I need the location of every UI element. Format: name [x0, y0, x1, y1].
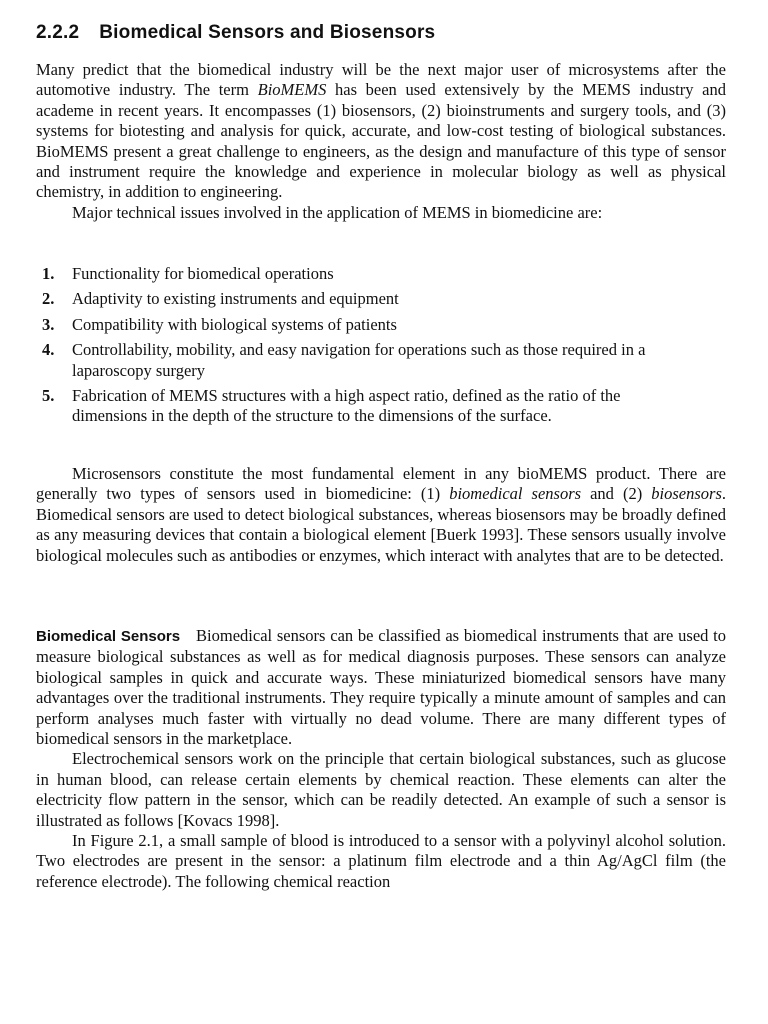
- section-heading: [36, 22, 435, 44]
- microsensors-paragraph: [36, 464, 726, 566]
- biosensors-term: biosensors: [651, 484, 722, 504]
- item-text: Fabrication of MEMS structures with a high aspect ratio, defined as the ratio of the dimensions in the depth of the structure to the dimensions of the surface.: [72, 386, 621, 426]
- item-text: Controllability, mobility, and easy navigation for operations such as those required in a laparoscopy surgery: [72, 340, 646, 380]
- list-item: [42, 264, 682, 284]
- list-item: [42, 340, 682, 381]
- intro-text-2: has been used extensively by the MEMS industry and academe in recent years. It encompasses (1) biosensors, (2) bioinstruments and surgery tools, and (3) systems for biotesting and analysis for quick, accurate, and low-cost testing of biological substances. BioMEMS present a great challenge to engineers, as the design and manufacture of this type of sensor and instrument require the knowledge and experience in molecular biology as well as physical chemistry, in addition to engineering.: [36, 80, 726, 202]
- microsensors-text-3: . Biomedical sensors are used to detect biological substances, whereas biosensors may be broadly defined as any measuring devices that contain a biological element [Buerk 1993]. These sensors usually involve biological molecules such as antibodies or enzymes, which interact with analytes that are to be detected.: [36, 484, 726, 565]
- item-text: Adaptivity to existing instruments and equipment: [72, 289, 399, 309]
- item-number: 1.: [42, 264, 55, 283]
- item-number: 4.: [42, 340, 55, 360]
- section-title: Biomedical Sensors and Biosensors: [99, 22, 436, 43]
- item-number: 5.: [42, 386, 55, 406]
- intro-text-1: Many predict that the biomedical industry will be the next major user of microsystems after the automotive industry. The term: [36, 60, 726, 100]
- biomedical-text: Biomedical sensors can be classified as biomedical instruments that are used to measure biological substances as well as for medical diagnosis purposes. These sensors can analyze biological samples in quick and accurate ways. These miniaturized biomedical sensors have many advantages over the traditional instruments. They require typically a minute amount of samples and can perform analyses much faster with virtually no dead volume. There are many different types of biomedical sensors in the marketplace.: [36, 626, 727, 749]
- list-item: [42, 315, 682, 335]
- electrochemical-paragraph: Electrochemical sensors work on the principle that certain biological substances, such as glucose in human blood, can release certain elements by chemical reaction. These elements can alter the electricity flow pattern in the sensor, which can be readily detected. An example of such a sensor is illustrated as follows [Kovacs 1998].: [36, 749, 726, 830]
- item-number: 3.: [42, 314, 55, 334]
- list-item: [42, 289, 682, 309]
- biomedical-sensors-section: [36, 626, 726, 892]
- biomedical-sensors-term: biomedical sensors: [449, 484, 582, 504]
- technical-issues-list: [42, 264, 682, 427]
- section-number: 2.2.2: [36, 22, 80, 43]
- list-item: [42, 386, 682, 427]
- intro-paragraph: [36, 60, 726, 223]
- item-text: Compatibility with biological systems of patients: [72, 314, 397, 334]
- item-text: Functionality for biomedical operations: [72, 264, 334, 283]
- issues-intro: Major technical issues involved in the application of MEMS in biomedicine are:: [72, 202, 603, 222]
- microsensors-text-1: Microsensors constitute the most fundamental element in any bioMEMS product. There are generally two types of sensors used in biomedicine: (1): [36, 464, 726, 504]
- microsensors-text-2: and (2): [581, 484, 652, 504]
- biomems-term: BioMEMS: [257, 80, 327, 100]
- item-number: 2.: [42, 289, 55, 309]
- subsection-runin-heading: Biomedical Sensors: [36, 628, 181, 645]
- figure-paragraph: In Figure 2.1, a small sample of blood is introduced to a sensor with a polyvinyl alcohol solution. Two electrodes are present in the sensor: a platinum film electrode and a thin Ag/AgCl film (the reference electrode). The following chemical reaction: [36, 831, 726, 891]
